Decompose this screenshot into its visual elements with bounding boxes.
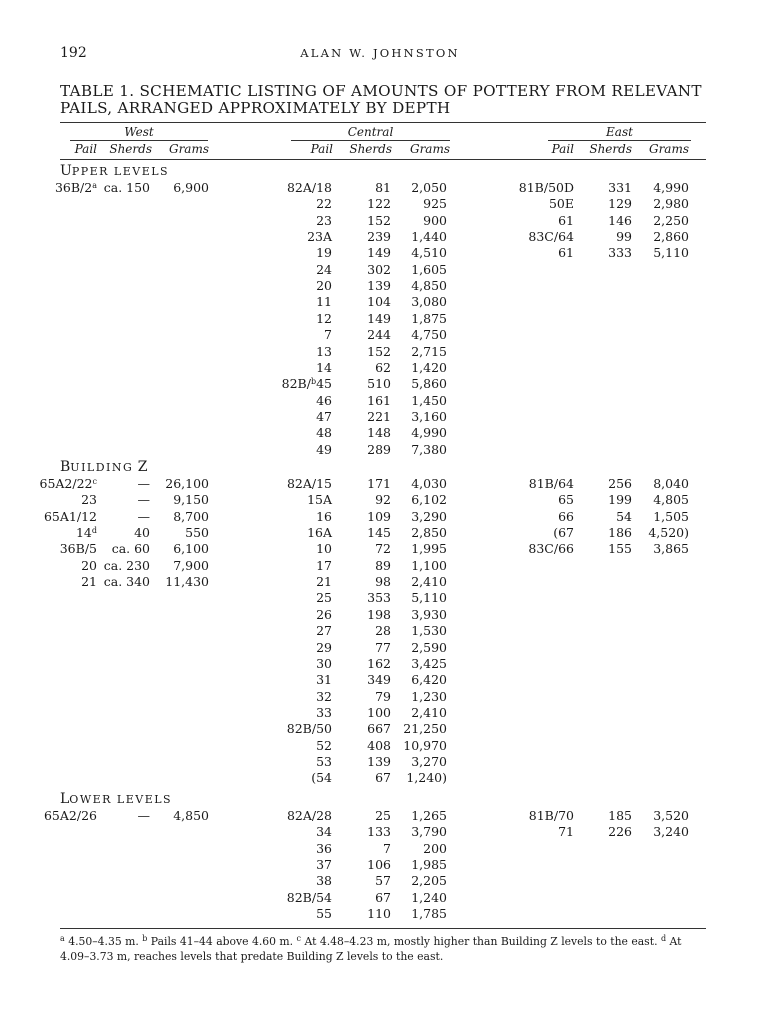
table-cell: 353 bbox=[367, 590, 391, 606]
table-cell: 104 bbox=[367, 294, 391, 310]
table-cell: — bbox=[137, 492, 150, 508]
table-cell: 106 bbox=[367, 857, 391, 873]
table-cell: 82B/50 bbox=[286, 721, 332, 737]
table-cell: 82A/15 bbox=[286, 476, 332, 491]
table-cell: 2,205 bbox=[411, 873, 447, 889]
group-heading-west: West bbox=[124, 125, 154, 139]
table-top-rule bbox=[60, 122, 706, 123]
column-header-pail: Pail bbox=[551, 142, 574, 156]
table-cell: 152 bbox=[367, 343, 391, 359]
table-cell: 6,900 bbox=[173, 180, 209, 195]
table-cell: 36 bbox=[316, 840, 332, 856]
table-cell: 2,980 bbox=[653, 196, 689, 212]
table-cell: (67 bbox=[553, 525, 574, 541]
table-cell: 5,110 bbox=[653, 245, 689, 261]
table-cell: 331 bbox=[608, 180, 632, 195]
table-cell: 23 bbox=[81, 492, 97, 508]
table-cell: 900 bbox=[423, 212, 447, 228]
table-cell: 100 bbox=[367, 704, 391, 720]
table-cell: 89 bbox=[375, 557, 391, 573]
section-heading: LOWER LEVELS bbox=[60, 791, 173, 807]
table-cell: 239 bbox=[367, 229, 391, 245]
table-cell: ca. 230 bbox=[103, 557, 150, 573]
table-cell: 302 bbox=[367, 261, 391, 277]
table-cell: 38 bbox=[316, 873, 332, 889]
table-cell: 21 bbox=[316, 574, 332, 590]
table-cell: 200 bbox=[423, 840, 447, 856]
table-cell: 244 bbox=[367, 327, 391, 343]
table-cell: 3,240 bbox=[653, 824, 689, 840]
table-cell: 8,040 bbox=[653, 476, 689, 491]
table-cell: 14 bbox=[316, 359, 332, 375]
table-cell: 26,100 bbox=[165, 476, 209, 491]
table-cell: 186 bbox=[608, 525, 632, 541]
table-cell: 19 bbox=[316, 245, 332, 261]
table-bottom-rule bbox=[60, 928, 706, 929]
table-cell: 23 bbox=[316, 212, 332, 228]
column-header-pail: Pail bbox=[74, 142, 97, 156]
table-cell: 4,750 bbox=[411, 327, 447, 343]
table-cell: 3,930 bbox=[411, 606, 447, 622]
table-cell: 67 bbox=[375, 770, 391, 786]
table-cell: 81B/50D bbox=[518, 180, 574, 195]
table-cell: 25 bbox=[316, 590, 332, 606]
table-cell: 333 bbox=[608, 245, 632, 261]
table-cell: 9,150 bbox=[173, 492, 209, 508]
table-cell: 16A bbox=[307, 525, 332, 541]
table-cell: 256 bbox=[608, 476, 632, 491]
table-cell: 110 bbox=[367, 906, 391, 922]
table-cell: 3,520 bbox=[653, 808, 689, 823]
table-cell: 83C/64 bbox=[528, 229, 574, 245]
table-cell: 55 bbox=[316, 906, 332, 922]
table-cell: 3,160 bbox=[411, 408, 447, 424]
table-cell: 29 bbox=[316, 639, 332, 655]
table-cell: 2,410 bbox=[411, 704, 447, 720]
table-cell: 31 bbox=[316, 672, 332, 688]
table-cell: 925 bbox=[423, 196, 447, 212]
table-cell: 145 bbox=[367, 525, 391, 541]
table-cell: 1,440 bbox=[411, 229, 447, 245]
table-cell: 4,805 bbox=[653, 492, 689, 508]
table-cell: 7 bbox=[324, 327, 332, 343]
column-header-grams: Grams bbox=[168, 142, 209, 156]
table-cell: 171 bbox=[367, 476, 391, 491]
table-cell: 61 bbox=[558, 212, 574, 228]
table-cell: 139 bbox=[367, 278, 391, 294]
footnote-marker: a bbox=[60, 934, 65, 943]
table-cell: 49 bbox=[316, 441, 332, 457]
table-cell: 54 bbox=[616, 508, 632, 524]
table-cell: 2,050 bbox=[411, 180, 447, 195]
table-cell: ca. 60 bbox=[111, 541, 150, 557]
table-cell: 3,865 bbox=[653, 541, 689, 557]
table-cell: 12 bbox=[316, 310, 332, 326]
table-cell: 72 bbox=[375, 541, 391, 557]
table-cell: 77 bbox=[375, 639, 391, 655]
table-cell: 65A2/26 bbox=[43, 808, 97, 823]
table-cell: 226 bbox=[608, 824, 632, 840]
table-cell: 82B/$^b$45 bbox=[281, 376, 332, 392]
table-cell: 155 bbox=[608, 541, 632, 557]
table-cell: 61 bbox=[558, 245, 574, 261]
column-header-pail: Pail bbox=[310, 142, 333, 156]
table-cell: 21 bbox=[81, 574, 97, 590]
footnote-marker: b bbox=[142, 934, 148, 943]
table-cell: 57 bbox=[375, 873, 391, 889]
table-cell: 47 bbox=[316, 408, 332, 424]
footnote-text: At 4.48–4.23 m, mostly higher than Building Z levels to the east. bbox=[301, 935, 661, 948]
table-cell: 8,700 bbox=[173, 508, 209, 524]
table-cell: 3,790 bbox=[411, 824, 447, 840]
table-cell: 92 bbox=[375, 492, 391, 508]
table-cell: 289 bbox=[367, 441, 391, 457]
table-cell: 30 bbox=[316, 655, 332, 671]
table-cell: 50E bbox=[548, 196, 574, 212]
table-cell: 148 bbox=[367, 425, 391, 441]
table-cell: 34 bbox=[316, 824, 332, 840]
table-cell: 21,250 bbox=[403, 721, 447, 737]
group-heading-central: Central bbox=[347, 125, 394, 139]
table-cell: 146 bbox=[608, 212, 632, 228]
table-cell: 53 bbox=[316, 753, 332, 769]
table-footnotes bbox=[60, 934, 700, 964]
table-cell: 25 bbox=[375, 808, 391, 823]
table-cell: 1,995 bbox=[411, 541, 447, 557]
table-cell: 36B/2$^a$ bbox=[54, 180, 97, 195]
footnote-marker: d bbox=[660, 934, 667, 943]
table-cell: 510 bbox=[367, 376, 391, 392]
footnote-marker: c bbox=[296, 934, 302, 943]
table-cell: 22 bbox=[316, 196, 332, 212]
table-cell: 3,270 bbox=[411, 753, 447, 769]
table-cell: 1,985 bbox=[411, 857, 447, 873]
group-underline-central bbox=[291, 140, 450, 141]
table-cell: 79 bbox=[375, 688, 391, 704]
table-cell: 1,265 bbox=[411, 808, 447, 823]
table-cell: ca. 150 bbox=[103, 180, 150, 195]
group-underline-west bbox=[70, 140, 208, 141]
table-cell: 37 bbox=[316, 857, 332, 873]
column-header-sherds: Sherds bbox=[109, 142, 152, 156]
column-header-grams: Grams bbox=[409, 142, 450, 156]
table-cell: 81B/70 bbox=[528, 808, 574, 823]
header-bottom-rule bbox=[60, 159, 706, 160]
table-cell: 65A1/12 bbox=[43, 508, 97, 524]
page-number: 192 bbox=[60, 45, 87, 61]
table-cell: 2,250 bbox=[653, 212, 689, 228]
table-cell: 65A2/22$^c$ bbox=[39, 476, 97, 491]
table-cell: 81B/64 bbox=[528, 476, 574, 491]
table-cell: 20 bbox=[81, 557, 97, 573]
table-cell: 1,240 bbox=[411, 889, 447, 905]
table-cell: 199 bbox=[608, 492, 632, 508]
table-cell: 2,850 bbox=[411, 525, 447, 541]
table-cell: 1,230 bbox=[411, 688, 447, 704]
table-cell: 149 bbox=[367, 245, 391, 261]
table-cell: 1,605 bbox=[411, 261, 447, 277]
table-cell: 1,875 bbox=[411, 310, 447, 326]
table-cell: 14$^d$ bbox=[75, 525, 97, 541]
table-cell: 1,450 bbox=[411, 392, 447, 408]
column-header-sherds: Sherds bbox=[349, 142, 392, 156]
table-cell: 48 bbox=[316, 425, 332, 441]
table-cell: 4,990 bbox=[411, 425, 447, 441]
table-cell: 13 bbox=[316, 343, 332, 359]
table-cell: 7,380 bbox=[411, 441, 447, 457]
group-underline-east bbox=[548, 140, 691, 141]
table-cell: 1,505 bbox=[653, 508, 689, 524]
table-cell: 71 bbox=[558, 824, 574, 840]
table-cell: 46 bbox=[316, 392, 332, 408]
running-head: ALAN W. JOHNSTON bbox=[300, 46, 460, 60]
table-cell: 16 bbox=[316, 508, 332, 524]
table-cell: 185 bbox=[608, 808, 632, 823]
table-cell: 17 bbox=[316, 557, 332, 573]
table-cell: 1,420 bbox=[411, 359, 447, 375]
table-cell: 5,860 bbox=[411, 376, 447, 392]
table-cell: 149 bbox=[367, 310, 391, 326]
table-cell: 1,240) bbox=[406, 770, 447, 786]
table-cell: 2,410 bbox=[411, 574, 447, 590]
table-cell: 129 bbox=[608, 196, 632, 212]
table-cell: 221 bbox=[367, 408, 391, 424]
table-cell: — bbox=[137, 808, 150, 823]
table-cell: 4,850 bbox=[173, 808, 209, 823]
table-cell: 3,425 bbox=[411, 655, 447, 671]
column-header-sherds: Sherds bbox=[589, 142, 632, 156]
table-cell: 83C/66 bbox=[528, 541, 574, 557]
table-cell: 10 bbox=[316, 541, 332, 557]
table-cell: 6,100 bbox=[173, 541, 209, 557]
table-cell: 7,900 bbox=[173, 557, 209, 573]
table-cell: 122 bbox=[367, 196, 391, 212]
table-cell: 36B/5 bbox=[59, 541, 97, 557]
table-cell: 98 bbox=[375, 574, 391, 590]
table-cell: 40 bbox=[134, 525, 150, 541]
table-cell: 11,430 bbox=[165, 574, 209, 590]
table-cell: 4,990 bbox=[653, 180, 689, 195]
table-cell: 109 bbox=[367, 508, 391, 524]
section-heading: BUILDING Z bbox=[60, 459, 148, 475]
table-title-line-1: TABLE 1. SCHEMATIC LISTING OF AMOUNTS OF POTTERY FROM RELEVANT bbox=[60, 82, 702, 100]
table-cell: 26 bbox=[316, 606, 332, 622]
table-cell: 52 bbox=[316, 737, 332, 753]
table-cell: 161 bbox=[367, 392, 391, 408]
table-cell: 667 bbox=[367, 721, 391, 737]
table-cell: 133 bbox=[367, 824, 391, 840]
table-cell: 4,510 bbox=[411, 245, 447, 261]
table-cell: 62 bbox=[375, 359, 391, 375]
table-cell: 82A/18 bbox=[286, 180, 332, 195]
table-cell: 5,110 bbox=[411, 590, 447, 606]
table-cell: 4,520) bbox=[648, 525, 689, 541]
table-cell: 65 bbox=[558, 492, 574, 508]
table-cell: 4,030 bbox=[411, 476, 447, 491]
table-cell: 99 bbox=[616, 229, 632, 245]
table-cell: 7 bbox=[383, 840, 391, 856]
table-cell: 152 bbox=[367, 212, 391, 228]
group-heading-east: East bbox=[606, 125, 633, 139]
table-cell: 15A bbox=[307, 492, 332, 508]
table-cell: 139 bbox=[367, 753, 391, 769]
table-cell: 3,290 bbox=[411, 508, 447, 524]
table-cell: 6,102 bbox=[411, 492, 447, 508]
table-cell: 28 bbox=[375, 623, 391, 639]
table-cell: 81 bbox=[375, 180, 391, 195]
footnote-text: Pails 41–44 above 4.60 m. bbox=[147, 935, 297, 948]
table-cell: 27 bbox=[316, 623, 332, 639]
table-cell: 4,850 bbox=[411, 278, 447, 294]
section-heading: UPPER LEVELS bbox=[60, 163, 170, 179]
footnote-text: At 4.09–3.73 m, reaches levels that predate Building Z levels to the east. bbox=[60, 935, 682, 964]
table-cell: 2,715 bbox=[411, 343, 447, 359]
table-cell: 33 bbox=[316, 704, 332, 720]
table-cell: 162 bbox=[367, 655, 391, 671]
table-cell: 10,970 bbox=[403, 737, 447, 753]
table-cell: 82A/28 bbox=[286, 808, 332, 823]
table-cell: 349 bbox=[367, 672, 391, 688]
column-header-grams: Grams bbox=[648, 142, 689, 156]
table-cell: 23A bbox=[307, 229, 332, 245]
table-cell: 3,080 bbox=[411, 294, 447, 310]
table-cell: — bbox=[137, 508, 150, 524]
table-cell: 1,785 bbox=[411, 906, 447, 922]
table-cell: 198 bbox=[367, 606, 391, 622]
table-cell: 32 bbox=[316, 688, 332, 704]
table-cell: 2,590 bbox=[411, 639, 447, 655]
table-cell: 1,530 bbox=[411, 623, 447, 639]
table-cell: (54 bbox=[311, 770, 332, 786]
table-cell: — bbox=[137, 476, 150, 491]
table-title-line-2: PAILS, ARRANGED APPROXIMATELY BY DEPTH bbox=[60, 99, 451, 117]
table-cell: ca. 340 bbox=[103, 574, 150, 590]
table-cell: 67 bbox=[375, 889, 391, 905]
table-cell: 408 bbox=[367, 737, 391, 753]
table-cell: 11 bbox=[316, 294, 332, 310]
table-cell: 2,860 bbox=[653, 229, 689, 245]
table-cell: 20 bbox=[316, 278, 332, 294]
table-cell: 82B/54 bbox=[286, 889, 332, 905]
table-cell: 550 bbox=[185, 525, 209, 541]
table-cell: 24 bbox=[316, 261, 332, 277]
table-cell: 6,420 bbox=[411, 672, 447, 688]
footnote-text: 4.50–4.35 m. bbox=[64, 935, 143, 948]
table-cell: 1,100 bbox=[411, 557, 447, 573]
table-cell: 66 bbox=[558, 508, 574, 524]
